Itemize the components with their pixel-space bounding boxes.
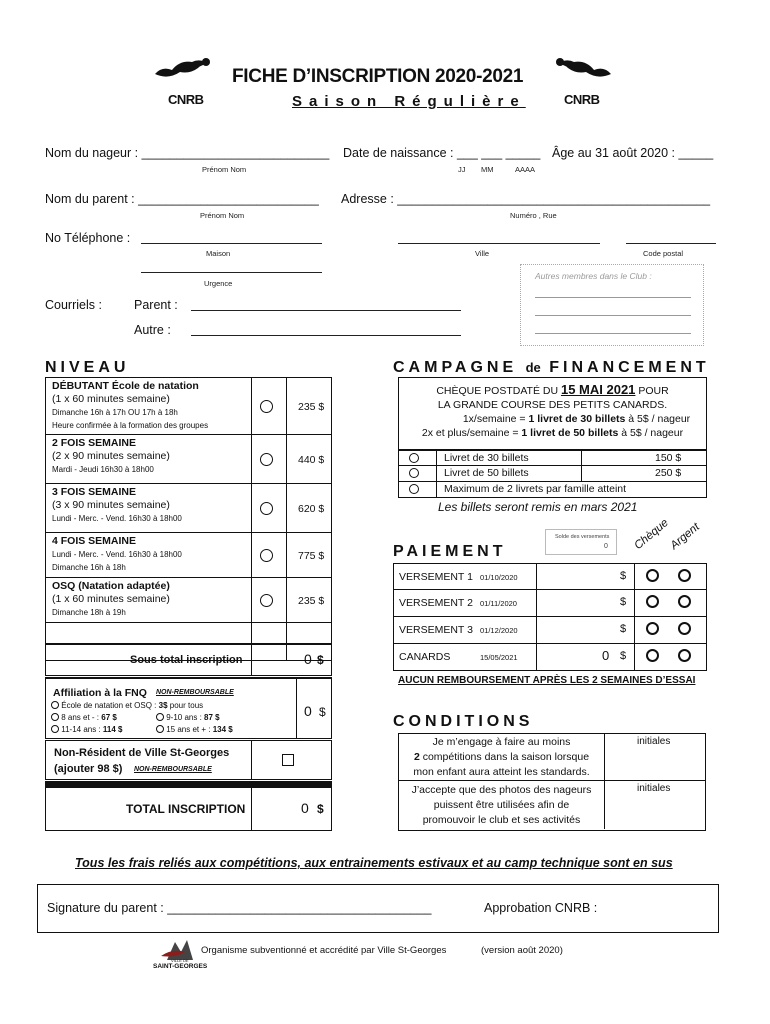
paiement-amount[interactable]: 0 xyxy=(602,648,610,663)
paiement-label: VERSEMENT 1 xyxy=(399,571,473,583)
aaaa-hint: AAAA xyxy=(515,165,536,174)
condition-2-line-1: J’accepte que des photos des nageurs xyxy=(411,784,592,796)
ville-st-georges-logo xyxy=(153,938,208,972)
cheque-radio-icon[interactable] xyxy=(646,569,659,582)
fnq-option-label: 15 ans et + : xyxy=(166,725,211,734)
ville-logo-text: SAINT-GEORGES xyxy=(153,963,208,970)
fnq-option-price: 87 $ xyxy=(204,713,220,722)
niveau-row xyxy=(45,484,332,533)
niveau-row-line2: (1 x 60 minutes semaine) xyxy=(52,393,170,405)
autres-membres-line[interactable] xyxy=(535,297,691,298)
sous-total-divider xyxy=(251,645,252,676)
niveau-row-text xyxy=(52,535,252,574)
condition-2-line-3: promouvoir le club et ses activités xyxy=(422,814,581,826)
condition-2-line-2: puissent être utilisées afin de xyxy=(433,799,570,811)
paiement-label: VERSEMENT 3 xyxy=(399,624,473,636)
niveau-heading: NIVEAU xyxy=(45,359,130,376)
code-postal-hint: Code postal xyxy=(643,249,684,258)
niveau-row-title: OSQ (Natation adaptée) xyxy=(52,580,170,592)
niveau-row-title: 2 FOIS SEMAINE xyxy=(52,437,137,449)
autres-membres-line[interactable] xyxy=(535,315,691,316)
paiement-heading: PAIEMENT xyxy=(393,543,507,560)
paiement-divider xyxy=(634,617,635,643)
campagne-option-label: Livret de 50 billets xyxy=(444,467,529,479)
code-postal-line[interactable] xyxy=(626,243,716,244)
niveau-row-line3: Dimanche 16h à 18h xyxy=(52,563,126,572)
niveau-rows xyxy=(45,377,332,661)
argent-radio-icon[interactable] xyxy=(678,569,691,582)
cnrb-logo-text: CNRB xyxy=(168,92,204,107)
campagne-option-row xyxy=(398,482,707,498)
paiement-divider xyxy=(536,564,537,589)
niveau-row xyxy=(45,578,332,623)
non-remboursable-tag: NON-REMBOURSABLE xyxy=(156,689,234,696)
condition-1-count: 2 xyxy=(413,751,420,763)
niveau-row-line4: Heure confirmée à la formation des groupes xyxy=(52,421,209,430)
niveau-price: 235 $ xyxy=(298,401,325,413)
fnq-option-5[interactable] xyxy=(156,725,233,734)
radio-icon[interactable] xyxy=(260,594,273,607)
fnq-option-suffix: pour tous xyxy=(169,701,204,710)
autre-email-line[interactable] xyxy=(191,335,461,336)
niveau-price: 775 $ xyxy=(298,550,325,562)
radio-icon[interactable] xyxy=(51,725,59,733)
condition-1-line-3: mon enfant aura atteint les standards. xyxy=(413,766,590,778)
paiement-date: 01/12/2020 xyxy=(480,626,518,635)
fnq-option-label: 11-14 ans : xyxy=(61,725,101,734)
non-remboursable-tag: NON-REMBOURSABLE xyxy=(134,766,212,773)
autres-membres-label: Autres membres dans le Club : xyxy=(535,271,652,281)
paiement-date: 01/11/2020 xyxy=(480,599,517,608)
paiement-currency: $ xyxy=(620,596,627,608)
paiement-currency: $ xyxy=(620,570,627,582)
campagne-line-2: LA GRANDE COURSE DES PETITS CANARDS. xyxy=(437,399,668,411)
age-field[interactable]: Âge au 31 août 2020 : _____ xyxy=(552,146,714,160)
paiement-divider xyxy=(634,644,635,670)
fnq-row xyxy=(45,677,332,739)
condition-2-text xyxy=(399,783,604,828)
campagne-line-4-bold: 1 livret de 50 billets xyxy=(521,427,619,439)
campagne-line-4-post: à 5$ / nageur xyxy=(621,427,684,439)
campagne-box xyxy=(398,377,707,450)
non-resident-checkbox[interactable] xyxy=(282,754,294,766)
autre-email-label: Autre : xyxy=(134,323,171,337)
jj-hint: JJ xyxy=(458,165,466,174)
campagne-line-3-post: à 5$ / nageur xyxy=(628,413,691,425)
fnq-option-price: 67 $ xyxy=(101,713,117,722)
niveau-column-divider xyxy=(286,435,287,483)
cnrb-logo-text: CNRB xyxy=(564,92,600,107)
sous-total-currency: $ xyxy=(317,653,324,667)
signature-field[interactable]: Signature du parent : ______________________________________ xyxy=(47,901,432,915)
niveau-row-text xyxy=(52,380,252,432)
niveau-column-divider xyxy=(251,533,252,577)
radio-icon[interactable] xyxy=(260,549,273,562)
fnq-option-3[interactable] xyxy=(156,713,220,722)
campagne-date: 15 MAI 2021 xyxy=(560,382,636,397)
campagne-option-divider xyxy=(436,466,437,481)
paiement-divider xyxy=(634,564,635,589)
maison-hint: Maison xyxy=(206,249,231,258)
paiement-currency: $ xyxy=(620,623,627,635)
version-text: (version août 2020) xyxy=(481,945,563,956)
campagne-option-row xyxy=(398,466,707,482)
fnq-option-label: École de natation et OSQ : xyxy=(61,701,157,710)
niveau-price: 440 $ xyxy=(298,454,325,466)
niveau-column-divider xyxy=(251,578,252,622)
campagne-option-divider xyxy=(581,466,582,481)
urgence-hint: Urgence xyxy=(204,279,233,288)
niveau-column-divider xyxy=(286,578,287,622)
non-resident-divider xyxy=(251,741,252,779)
prenom-nom-hint: Prénom Nom xyxy=(200,211,245,220)
niveau-row-text xyxy=(52,486,252,525)
non-resident-surcharge: (ajouter 98 $) xyxy=(54,763,123,775)
ville-hint: Ville xyxy=(475,249,490,258)
paiement-row xyxy=(393,590,707,617)
niveau-row-text xyxy=(52,580,252,619)
paiement-date: 15/05/2021 xyxy=(480,653,518,662)
niveau-column-divider xyxy=(286,378,287,434)
campagne-line-1 xyxy=(399,382,706,397)
niveau-price: 235 $ xyxy=(298,595,325,607)
parent-field[interactable]: Nom du parent : __________________________ xyxy=(45,192,319,206)
campagne-rows xyxy=(398,450,707,498)
radio-icon[interactable] xyxy=(409,468,419,478)
niveau-row-line3: Lundi - Merc. - Vend. 16h30 à 18h00 xyxy=(52,514,182,523)
campagne-line-4-pre: 2x et plus/semaine = xyxy=(421,427,519,439)
naissance-field[interactable]: Date de naissance : ___ ___ _____ xyxy=(343,146,541,160)
niveau-column-divider xyxy=(251,435,252,483)
conditions-table xyxy=(398,733,706,831)
niveau-row xyxy=(45,435,332,484)
paiement-label: CANARDS xyxy=(399,651,451,663)
telephone-maison-line[interactable] xyxy=(141,243,322,244)
condition-1-text xyxy=(399,735,604,780)
niveau-row xyxy=(45,377,332,435)
campagne-line-1-post: POUR xyxy=(638,385,669,397)
fnq-option-4[interactable] xyxy=(51,725,122,734)
adresse-field[interactable]: Adresse : _____________________________________________ xyxy=(341,192,711,206)
campagne-line-4 xyxy=(399,427,706,439)
solde-label: Solde des versements xyxy=(555,534,610,540)
campagne-option-price: 250 $ xyxy=(655,467,682,479)
solde-box xyxy=(545,529,617,555)
condition-2-divider xyxy=(604,781,605,829)
fnq-option-label: 8 ans et - : xyxy=(61,713,100,722)
condition-1-divider xyxy=(604,734,605,780)
autres-membres-box xyxy=(520,264,704,346)
urgence-line[interactable] xyxy=(141,272,322,273)
argent-radio-icon[interactable] xyxy=(678,649,691,662)
solde-value: 0 xyxy=(604,543,608,550)
niveau-row-line2: Lundi - Merc. - Vend. 16h30 à 18h00 xyxy=(52,550,182,559)
campagne-line-1-pre: CHÈQUE POSTDATÉ DU xyxy=(436,385,559,397)
total-label: TOTAL INSCRIPTION xyxy=(126,802,246,816)
niveau-row-line2: (2 x 90 minutes semaine) xyxy=(52,450,170,462)
approbation-label: Approbation CNRB : xyxy=(484,901,598,915)
radio-icon[interactable] xyxy=(51,713,59,721)
campagne-line-3 xyxy=(399,413,706,425)
paiement-row xyxy=(393,563,707,590)
sous-total-row xyxy=(45,643,332,676)
ville-logo-small: VILLE DE xyxy=(171,958,189,963)
total-divider xyxy=(251,788,252,830)
fnq-value: 0 xyxy=(304,703,312,719)
condition-1-line-1: Je m’engage à faire au moins xyxy=(432,736,571,748)
niveau-row-line3: Mardi - Jeudi 16h30 à 18h00 xyxy=(52,465,154,474)
total-currency: $ xyxy=(317,802,324,816)
paiement-divider xyxy=(536,617,537,643)
campagne-option-label: Maximum de 2 livrets par famille atteint xyxy=(444,483,627,495)
nageur-field[interactable]: Nom du nageur : ___________________________ xyxy=(45,146,330,160)
courriels-label: Courriels : xyxy=(45,298,102,312)
page-subtitle: Saison Régulière xyxy=(292,93,526,110)
campagne-option-divider xyxy=(436,451,437,465)
prenom-nom-hint: Prénom Nom xyxy=(202,165,247,174)
fnq-option-label: 9-10 ans : xyxy=(166,713,202,722)
total-row xyxy=(45,787,332,831)
fnq-option-price: 134 $ xyxy=(212,725,233,734)
niveau-price: 620 $ xyxy=(298,503,325,515)
campagne-heading xyxy=(393,359,710,377)
campagne-option-row xyxy=(398,450,707,466)
campagne-line-3-pre: 1x/semaine = xyxy=(462,413,526,425)
mm-hint: MM xyxy=(481,165,494,174)
radio-icon[interactable] xyxy=(409,484,419,494)
campagne-line-3-bold: 1 livret de 30 billets xyxy=(528,413,626,425)
niveau-row-line3: Dimanche 16h à 17h OU 17h à 18h xyxy=(52,408,178,417)
parent-email-label: Parent : xyxy=(134,298,178,312)
condition-row-2 xyxy=(398,781,706,831)
telephone-label: No Téléphone : xyxy=(45,231,131,245)
niveau-table xyxy=(45,377,332,661)
radio-icon[interactable] xyxy=(156,713,164,721)
fnq-currency: $ xyxy=(319,705,326,719)
argent-radio-icon[interactable] xyxy=(678,622,691,635)
fnq-title: Affiliation à la FNQ xyxy=(53,687,147,699)
condition-2-initiales[interactable]: initiales xyxy=(637,783,671,794)
campagne-option-divider xyxy=(581,451,582,465)
campagne-heading-2: FINANCEMENT xyxy=(549,359,710,376)
paiement-divider xyxy=(634,590,635,616)
ville-line[interactable] xyxy=(398,243,600,244)
fnq-option-price: 114 $ xyxy=(102,725,123,734)
niveau-row-line2: (1 x 60 minutes semaine) xyxy=(52,593,170,605)
radio-icon[interactable] xyxy=(260,502,273,515)
niveau-column-divider xyxy=(286,533,287,577)
niveau-row-title: DÉBUTANT École de natation xyxy=(52,380,199,392)
fnq-option-price: 3$ xyxy=(158,701,168,710)
argent-column-label: Argent xyxy=(668,521,702,552)
page-title: FICHE D’INSCRIPTION 2020-2021 xyxy=(232,66,524,87)
non-resident-row xyxy=(45,740,332,780)
paiement-row xyxy=(393,617,707,644)
paiement-divider xyxy=(536,590,537,616)
non-resident-label: Non-Résident de Ville St-Georges xyxy=(54,747,230,759)
conditions-heading: CONDITIONS xyxy=(393,713,534,730)
paiement-divider xyxy=(536,644,537,670)
radio-icon[interactable] xyxy=(156,725,164,733)
fnq-option-1[interactable] xyxy=(51,701,203,710)
radio-icon[interactable] xyxy=(409,453,419,463)
condition-1-line-2 xyxy=(399,750,604,765)
campagne-heading-de: de xyxy=(525,360,541,375)
radio-icon[interactable] xyxy=(260,400,273,413)
niveau-row-text xyxy=(52,437,252,476)
campagne-heading-1: CAMPAGNE xyxy=(393,359,518,376)
niveau-row xyxy=(45,533,332,578)
cheque-radio-icon[interactable] xyxy=(646,595,659,608)
radio-icon[interactable] xyxy=(260,453,273,466)
sous-total-label: Sous total inscription xyxy=(130,654,243,666)
niveau-row-title: 4 FOIS SEMAINE xyxy=(52,535,137,547)
sous-total-value: 0 xyxy=(304,651,312,667)
no-refund-note: AUCUN REMBOURSEMENT APRÈS LES 2 SEMAINES D’ESSAI xyxy=(398,675,696,686)
condition-1-line-2-text: compétitions dans la saison lorsque xyxy=(422,751,590,763)
niveau-column-divider xyxy=(251,484,252,532)
organisme-text: Organisme subventionné et accrédité par Ville St-Georges xyxy=(201,945,447,956)
campagne-option-label: Livret de 30 billets xyxy=(444,452,529,464)
niveau-row-line2: (3 x 90 minutes semaine) xyxy=(52,499,170,511)
cnrb-logo-left xyxy=(150,52,220,108)
campagne-options xyxy=(398,450,707,498)
campagne-option-divider xyxy=(436,482,437,497)
cnrb-logo-right xyxy=(546,52,616,108)
argent-radio-icon[interactable] xyxy=(678,595,691,608)
niveau-column-divider xyxy=(286,484,287,532)
condition-row-1 xyxy=(398,733,706,781)
niveau-row-line3: Dimanche 18h à 19h xyxy=(52,608,126,617)
condition-1-initiales[interactable]: initiales xyxy=(637,736,671,747)
fnq-option-2[interactable] xyxy=(51,713,117,722)
numero-rue-hint: Numéro , Rue xyxy=(510,211,557,220)
autres-membres-line[interactable] xyxy=(535,333,691,334)
signature-box xyxy=(37,884,719,933)
fnq-divider xyxy=(296,679,297,739)
paiement-date: 01/10/2020 xyxy=(480,573,518,582)
paiement-row xyxy=(393,644,707,671)
frais-note: Tous les frais reliés aux compétitions, aux entrainements estivaux et au camp technique sont en sus xyxy=(75,856,673,870)
radio-icon[interactable] xyxy=(51,701,59,709)
paiement-currency: $ xyxy=(620,650,627,662)
parent-email-line[interactable] xyxy=(191,310,461,311)
niveau-row-title: 3 FOIS SEMAINE xyxy=(52,486,137,498)
total-value: 0 xyxy=(301,800,309,816)
niveau-column-divider xyxy=(251,378,252,434)
cheque-radio-icon[interactable] xyxy=(646,649,659,662)
cheque-column-label: Chèque xyxy=(632,516,671,552)
cheque-radio-icon[interactable] xyxy=(646,622,659,635)
paiement-table xyxy=(393,563,707,671)
paiement-rows xyxy=(393,563,707,671)
campagne-note: Les billets seront remis en mars 2021 xyxy=(438,500,638,514)
paiement-label: VERSEMENT 2 xyxy=(399,597,473,609)
campagne-option-price: 150 $ xyxy=(655,452,682,464)
